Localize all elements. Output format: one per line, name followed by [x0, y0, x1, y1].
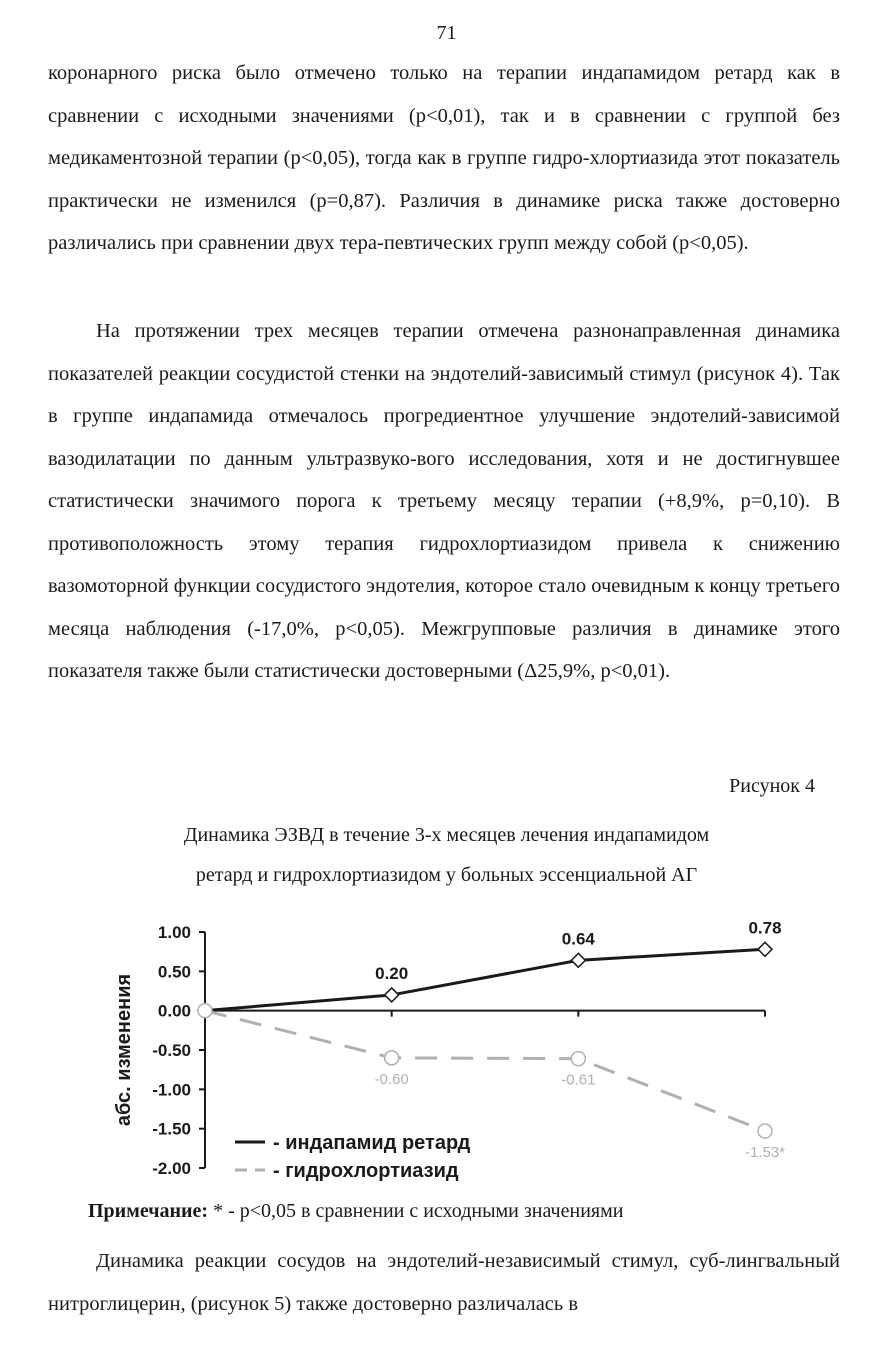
legend-label-indapamide: - индапамид ретард: [273, 1132, 471, 1154]
figure-note: [88, 1200, 623, 1223]
data-label-hydrochlorothiazide: -0.61: [561, 1071, 596, 1089]
series-line-indapamide: [205, 949, 765, 1010]
paragraph-2: [48, 310, 840, 693]
y-tick-label: 0.50: [157, 962, 191, 982]
y-tick-label: 0.00: [157, 1001, 191, 1021]
y-tick-label: -0.50: [152, 1041, 191, 1060]
paragraph-2-text: На протяжении трех месяцев терапии отмечена разнонаправленная динамика показателей реакции сосудистой стенки на эндотелий-зависимый стимул (рисунок 4). Так в группе индапамида отмечалось прогредиентное улучшение эндотелий-зависимой вазодилатации по данным ультразвуко-вого исследования, хотя и не достигнувшее статистически значимого порога к третьему месяцу терапии (+8,9%, p=0,10). В противоположность этому терапия гидрохлортиазидом привела к снижению вазомоторной функции сосудистого эндотелия, которое стало очевидным к концу третьего месяца наблюдения (-17,0%, p<0,05). Межгрупповые различия в динамике этого показателя также были статистически достоверными (Δ25,9%, p<0,01).: [48, 320, 841, 682]
data-point-indapamide: [758, 942, 772, 956]
line-chart: [100, 900, 800, 1195]
figure-title: [0, 815, 893, 895]
note-text: * - p<0,05 в сравнении с исходными значениями: [208, 1200, 624, 1222]
figure-title-line-2: ретард и гидрохлортиазидом у больных эссенциальной АГ: [195, 864, 698, 886]
paragraph-1-text: коронарного риска было отмечено только на терапии индапамидом ретард как в сравнении с исходными значениями (p<0,01), так и в сравнении с группой без медикаментозной терапии (p<0,05), тогда как в группе гидро-хлортиазида этот показатель практически не изменился (p=0,87). Различия в динамике риска также достоверно различались при сравнении двух тера-певтических групп между собой (p<0,05).: [48, 62, 840, 254]
y-tick-label: -1.50: [152, 1119, 191, 1139]
data-label-indapamide: 0.20: [375, 963, 409, 983]
data-label-indapamide: 0.64: [561, 929, 595, 949]
data-point-hydrochlorothiazide: [758, 1124, 772, 1138]
data-label-hydrochlorothiazide: -1.53*: [744, 1144, 786, 1162]
y-tick-label: 1.00: [157, 923, 191, 942]
paragraph-3-text: Динамика реакции сосудов на эндотелий-независимый стимул, суб-лингвальный нитроглицерин, (рисунок 5) также достоверно различалась в: [48, 1250, 840, 1315]
y-tick-label: -2.00: [152, 1159, 191, 1178]
data-point-hydrochlorothiazide: [571, 1052, 585, 1066]
legend-label-hydrochlorothiazide: - гидрохлортиазид: [273, 1160, 459, 1182]
series-line-hydrochlorothiazide: [205, 1011, 765, 1131]
y-tick-label: -1.00: [152, 1080, 191, 1100]
data-label-indapamide: 0.78: [748, 918, 782, 938]
page-number: 71: [436, 22, 457, 44]
paragraph-3: [48, 1240, 840, 1325]
data-label-hydrochlorothiazide: -0.60: [374, 1070, 409, 1088]
data-point-hydrochlorothiazide: [198, 1004, 212, 1018]
paragraph-1: [48, 52, 840, 265]
figure-label: Рисунок 4: [729, 775, 815, 797]
note-label: Примечание:: [88, 1200, 209, 1222]
data-point-hydrochlorothiazide: [385, 1051, 399, 1065]
data-point-indapamide: [571, 953, 585, 967]
y-axis-label: абс. изменения: [113, 973, 135, 1127]
figure-title-line-1: Динамика ЭЗВД в течение 3-х месяцев лечения индапамидом: [183, 824, 710, 846]
data-point-indapamide: [385, 988, 399, 1002]
